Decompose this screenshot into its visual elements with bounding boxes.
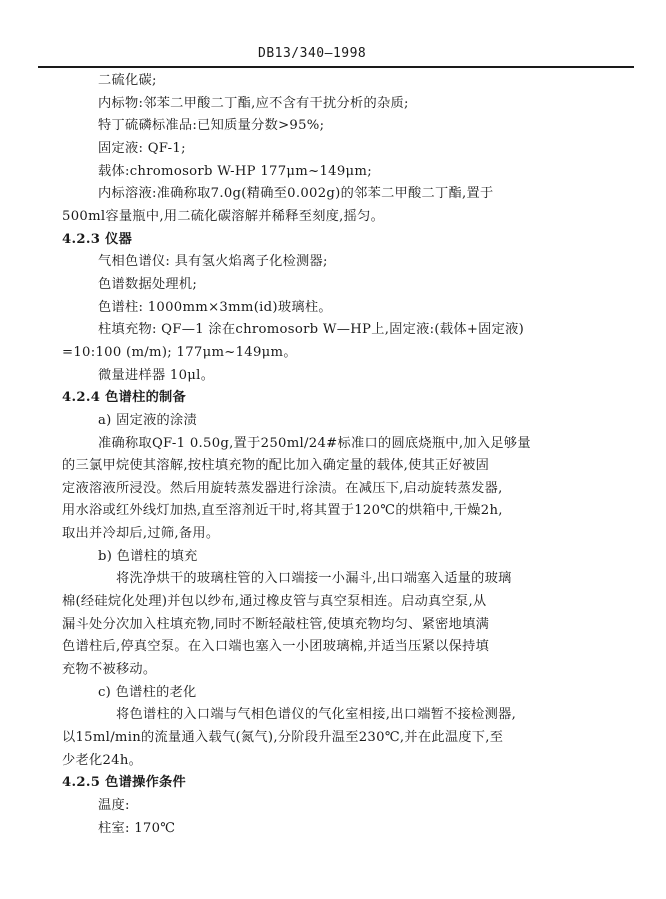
section-heading: 4.2.5 色谱操作条件 [62, 775, 187, 791]
text-line: 柱填充物: QF—1 涂在chromosorb W—HP上,固定液:(载体+固定液) [98, 322, 525, 338]
text-line: 二硫化碳; [98, 73, 157, 88]
text-line: 取出并冷却后,过筛,备用。 [62, 526, 220, 542]
subsection-heading: a) 固定液的涂渍 [98, 412, 198, 428]
text-line: 内标溶液:准确称取7.0g(精确至0.002g)的邻苯二甲酸二丁酯,置于 [98, 186, 494, 202]
text-line: 温度: [98, 798, 130, 813]
text-line: 色谱数据处理机; [98, 276, 198, 292]
text-line: 内标物:邻苯二甲酸二丁酯,应不含有干扰分析的杂质; [98, 95, 409, 111]
text-line: 充物不被移动。 [62, 662, 157, 678]
section-heading: 4.2.4 色谱柱的制备 [62, 390, 187, 406]
subsection-heading: b) 色谱柱的填充 [98, 548, 198, 564]
document-body [62, 70, 607, 840]
text-line: 将洗净烘干的玻璃柱管的入口端接一小漏斗,出口端塞入适量的玻璃 [116, 571, 512, 587]
text-line: 准确称取QF-1 0.50g,置于250ml/24#标准口的圆底烧瓶中,加入足够量 [98, 435, 531, 451]
text-line: 柱室: 170℃ [98, 820, 176, 836]
text-line: 气相色谱仪: 具有氢火焰离子化检测器; [98, 254, 328, 270]
text-line: 的三氯甲烷使其溶解,按柱填充物的配比加入确定量的载体,使其正好被固 [62, 458, 490, 474]
header-rule [38, 66, 634, 68]
text-line: 载体:chromosorb W-HP 177μm~149μm; [98, 163, 372, 179]
text-line: 特丁硫磷标准品:已知质量分数>95%; [98, 118, 325, 134]
text-line: 色谱柱后,停真空泵。在入口端也塞入一小团玻璃棉,并适当压紧以保持填 [62, 639, 490, 655]
section-heading: 4.2.3 仪器 [62, 231, 133, 247]
page-header [0, 46, 666, 66]
text-line: 色谱柱: 1000mm×3mm(id)玻璃柱。 [98, 299, 332, 315]
text-line: 漏斗处分次加入柱填充物,同时不断轻敲柱管,使填充物均匀、紧密地填满 [62, 616, 490, 632]
standard-code: DB13/340—1998 [258, 46, 367, 61]
text-line: 少老化24h。 [62, 752, 143, 768]
text-line: 以15ml/min的流量通入载气(氮气),分阶段升温至230℃,并在此温度下,至 [62, 730, 504, 746]
text-line: 微量进样器 10μl。 [98, 367, 215, 383]
text-line: 500ml容量瓶中,用二硫化碳溶解并稀释至刻度,摇匀。 [62, 208, 385, 224]
text-line: 固定液: QF-1; [98, 140, 186, 156]
text-line: =10:100 (m/m); 177μm~149μm。 [62, 344, 297, 360]
text-line: 将色谱柱的入口端与气相色谱仪的气化室相接,出口端暂不接检测器, [116, 707, 517, 723]
subsection-heading: c) 色谱柱的老化 [98, 684, 197, 700]
text-line: 定液溶液所浸没。然后用旋转蒸发器进行涂渍。在减压下,启动旋转蒸发器, [62, 480, 503, 496]
text-line: 棉(经硅烷化处理)并包以纱布,通过橡皮管与真空泵相连。启动真空泵,从 [62, 594, 487, 610]
text-line: 用水浴或红外线灯加热,直至溶剂近干时,将其置于120℃的烘箱中,干燥2h, [62, 503, 503, 519]
